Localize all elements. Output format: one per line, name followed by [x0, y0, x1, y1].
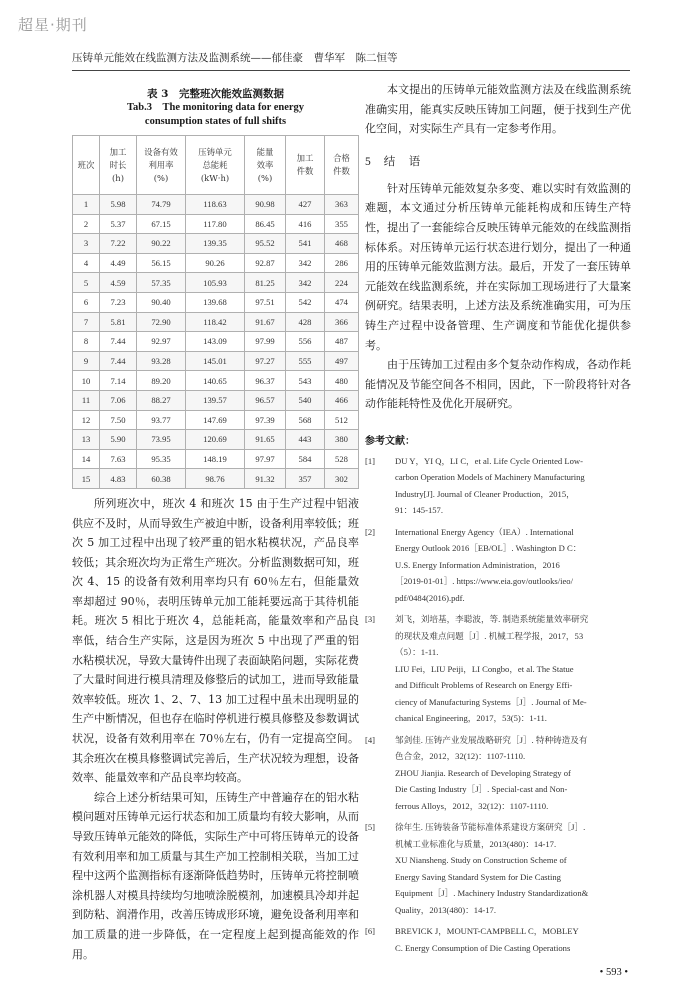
- table-title-cn: 表 3 完整班次能效监测数据: [147, 88, 284, 100]
- table-cell: 91.65: [245, 430, 286, 450]
- table-cell: 139.57: [186, 390, 245, 410]
- table-cell: 480: [325, 371, 359, 391]
- reference-text: [395, 453, 631, 519]
- reference-line: 徐年生. 压铸装备节能标准体系建设方案研究［J］.: [395, 822, 586, 833]
- reference-index: [4]: [365, 734, 376, 745]
- table-cell: 416: [286, 214, 325, 234]
- reference-line: 91：145-157.: [395, 505, 443, 516]
- reference-line: DU Y，YI Q，LI C，et al. Life Cycle Oriented Low-: [395, 455, 583, 466]
- table-cell: 443: [286, 430, 325, 450]
- table-cell: 14: [73, 449, 100, 469]
- table-row: [73, 469, 359, 489]
- table-title-en-line2: consumption states of full shifts: [144, 116, 287, 127]
- table-title-en: [72, 101, 359, 129]
- table-cell: 145.01: [186, 351, 245, 371]
- table-cell: 57.35: [137, 273, 186, 293]
- table-cell: 474: [325, 292, 359, 312]
- reference-line: International Energy Agency（IEA）. International: [395, 526, 574, 537]
- reference-line: Industry[J]. Journal of Cleaner Production，2015，: [395, 488, 575, 499]
- table-cell: 540: [286, 390, 325, 410]
- reference-line: Quality，2013(480)：14-17.: [395, 904, 496, 915]
- table-cell: 89.20: [137, 371, 186, 391]
- table-cell: 497: [325, 351, 359, 371]
- table-cell: 7.14: [100, 371, 137, 391]
- references-list: [365, 453, 631, 957]
- reference-line: 刘飞，刘培基，李聪波，等. 制造系统能量效率研究: [395, 614, 589, 625]
- table-row: [73, 273, 359, 293]
- table-cell: 487: [325, 332, 359, 352]
- table-cell: 90.26: [186, 253, 245, 273]
- table-cell: 6: [73, 292, 100, 312]
- table-header-cell: 压铸单元 总能耗 (kW·h): [186, 136, 245, 195]
- table-cell: 468: [325, 234, 359, 254]
- reference-item: [365, 453, 631, 519]
- reference-index: [1]: [365, 455, 376, 466]
- body-paragraph: 本文提出的压铸单元能效监测方法及在线监测系统准确实用，能真实反映压铸加工问题，便于找到生产优化空间，对实际生产具有一定参考作用。: [365, 83, 631, 136]
- reference-index: [3]: [365, 614, 376, 625]
- reference-text: [395, 524, 631, 607]
- table-cell: 56.15: [137, 253, 186, 273]
- table-cell: 72.90: [137, 312, 186, 332]
- table-cell: 73.95: [137, 430, 186, 450]
- reference-line: XU Niansheng. Study on Construction Scheme of: [395, 855, 567, 866]
- reference-line: ZHOU Jianjia. Research of Developing Strategy of: [395, 767, 571, 778]
- header-rule: [72, 70, 630, 71]
- table-cell: 555: [286, 351, 325, 371]
- reference-index: [6]: [365, 926, 376, 937]
- table-cell: 542: [286, 292, 325, 312]
- table-cell: 91.67: [245, 312, 286, 332]
- monitoring-data-table: [72, 135, 359, 489]
- table-cell: 12: [73, 410, 100, 430]
- table-cell: 7.44: [100, 351, 137, 371]
- reference-line: Energy Saving Standard System for Die Casting: [395, 871, 561, 882]
- table-cell: 96.57: [245, 390, 286, 410]
- table-cell: 7.50: [100, 410, 137, 430]
- table-cell: 466: [325, 390, 359, 410]
- table-cell: 7.22: [100, 234, 137, 254]
- reference-line: ciency of Manufacturing Systems［J］. Journal of Me-: [395, 696, 587, 707]
- table-cell: 7: [73, 312, 100, 332]
- table-cell: 286: [325, 253, 359, 273]
- table-header-cell: 合格 件数: [325, 136, 359, 195]
- table-cell: 117.80: [186, 214, 245, 234]
- table-cell: 584: [286, 449, 325, 469]
- reference-line: 机械工业标准化与质量，2013(480)：14-17.: [395, 838, 557, 849]
- table-cell: 10: [73, 371, 100, 391]
- table-cell: 302: [325, 469, 359, 489]
- section-number: 5: [365, 155, 372, 168]
- table-cell: 97.51: [245, 292, 286, 312]
- table-cell: 143.09: [186, 332, 245, 352]
- reference-item: [365, 819, 631, 918]
- table-cell: 105.93: [186, 273, 245, 293]
- table-cell: 74.79: [137, 195, 186, 215]
- reference-index: [5]: [365, 822, 376, 833]
- section-title: 结 语: [383, 153, 422, 168]
- reference-line: 邹剑佳. 压铸产业发展战略研究［J］. 特种铸造及有: [395, 734, 588, 745]
- table-cell: 5.81: [100, 312, 137, 332]
- reference-line: ［2019-01-01］. https://www.eia.gov/outlooks/ieo/: [395, 576, 573, 587]
- table-cell: 120.69: [186, 430, 245, 450]
- table-cell: 5.90: [100, 430, 137, 450]
- table-cell: 95.52: [245, 234, 286, 254]
- table-header-cell: 能量 效率 (%): [245, 136, 286, 195]
- table-cell: 98.76: [186, 469, 245, 489]
- table-cell: 91.32: [245, 469, 286, 489]
- table-title-en-line1: Tab.3 The monitoring data for energy: [126, 102, 305, 113]
- table-cell: 7.44: [100, 332, 137, 352]
- table-cell: 92.97: [137, 332, 186, 352]
- table-cell: 8: [73, 332, 100, 352]
- table-cell: 1: [73, 195, 100, 215]
- table-cell: 90.40: [137, 292, 186, 312]
- table-cell: 380: [325, 430, 359, 450]
- reference-line: 色合金，2012，32(12)：1107-1110.: [395, 751, 526, 762]
- table-cell: 13: [73, 430, 100, 450]
- reference-line: LIU Fei，LIU Peiji，LI Congbo，et al. The Statue: [395, 663, 574, 674]
- table-row: [73, 195, 359, 215]
- reference-text: [395, 923, 631, 956]
- table-cell: 3: [73, 234, 100, 254]
- table-row: [73, 292, 359, 312]
- table-cell: 140.65: [186, 371, 245, 391]
- table-cell: 11: [73, 390, 100, 410]
- table-cell: 541: [286, 234, 325, 254]
- table-cell: 86.45: [245, 214, 286, 234]
- table-cell: 512: [325, 410, 359, 430]
- table-cell: 543: [286, 371, 325, 391]
- reference-item: [365, 524, 631, 607]
- table-row: [73, 430, 359, 450]
- table-cell: 357: [286, 469, 325, 489]
- table-cell: 7.63: [100, 449, 137, 469]
- table-cell: 96.37: [245, 371, 286, 391]
- reference-line: Equipment［J］. Machinery Industry Standardization&: [395, 888, 589, 899]
- table-cell: 9: [73, 351, 100, 371]
- table-cell: 97.99: [245, 332, 286, 352]
- references-title: 参考文献：: [365, 435, 415, 447]
- reference-line: C. Energy Consumption of Die Casting Operations: [395, 942, 571, 953]
- table-cell: 88.27: [137, 390, 186, 410]
- table-cell: 224: [325, 273, 359, 293]
- reference-index: [2]: [365, 526, 376, 537]
- table-row: [73, 449, 359, 469]
- table-row: [73, 332, 359, 352]
- table-cell: 363: [325, 195, 359, 215]
- reference-line: Die Casting Industry［J］. Special-cast and Non-: [395, 784, 568, 795]
- table-cell: 15: [73, 469, 100, 489]
- table-cell: 4: [73, 253, 100, 273]
- table-cell: 67.15: [137, 214, 186, 234]
- table-cell: 556: [286, 332, 325, 352]
- body-paragraph: 由于压铸加工过程由多个复杂动作构成，各动作耗能情况及节能空间各不相同，因此，下一阶段将针对各动作能耗特性及优化开展研究。: [365, 358, 631, 411]
- table-row: [73, 234, 359, 254]
- table-cell: 139.68: [186, 292, 245, 312]
- table-row: [73, 410, 359, 430]
- reference-text: [395, 732, 631, 815]
- table-cell: 4.59: [100, 273, 137, 293]
- table-cell: 568: [286, 410, 325, 430]
- table-cell: 97.97: [245, 449, 286, 469]
- section-heading: [365, 153, 631, 169]
- table-cell: 355: [325, 214, 359, 234]
- reference-line: 的现状及难点问题［J］. 机械工程学报，2017，53: [395, 630, 584, 641]
- reference-item: [365, 732, 631, 815]
- table-cell: 4.49: [100, 253, 137, 273]
- table-header-cell: 加工 时长 (h): [100, 136, 137, 195]
- reference-line: Energy Outlook 2016［EB/OL］. Washington D C：: [395, 543, 582, 554]
- reference-line: BREVICK J，MOUNT-CAMPBELL C，MOBLEY: [395, 926, 579, 937]
- table-cell: 366: [325, 312, 359, 332]
- table-cell: 97.39: [245, 410, 286, 430]
- table-cell: 5.98: [100, 195, 137, 215]
- table-cell: 427: [286, 195, 325, 215]
- table-cell: 81.25: [245, 273, 286, 293]
- table-cell: 139.35: [186, 234, 245, 254]
- table-row: [73, 214, 359, 234]
- left-column: [72, 80, 359, 964]
- table-cell: 97.27: [245, 351, 286, 371]
- table-cell: 5: [73, 273, 100, 293]
- table-cell: 428: [286, 312, 325, 332]
- running-head: 压铸单元能效在线监测方法及监测系统——郁佳豪 曹华军 陈二恒等: [72, 52, 398, 64]
- right-column: [365, 80, 631, 961]
- reference-item: [365, 611, 631, 727]
- table-row: [73, 253, 359, 273]
- reference-line: pdf/0484(2016).pdf.: [395, 592, 465, 603]
- reference-line: （5）：1-11.: [395, 647, 439, 658]
- table-cell: 92.87: [245, 253, 286, 273]
- table-header-cell: 加工 件数: [286, 136, 325, 195]
- page-number: • 593 •: [599, 967, 628, 978]
- table-row: [73, 351, 359, 371]
- table-cell: 7.06: [100, 390, 137, 410]
- table-cell: 342: [286, 253, 325, 273]
- table-cell: 95.35: [137, 449, 186, 469]
- table-header-cell: 班次: [73, 136, 100, 195]
- left-body-text: [72, 494, 359, 964]
- reference-line: and Difficult Problems of Research on Energy Effi-: [395, 680, 573, 691]
- reference-line: ferrous Alloys，2012，32(12)：1107-1110.: [395, 800, 549, 811]
- table-cell: 7.23: [100, 292, 137, 312]
- reference-text: [395, 819, 631, 918]
- table-cell: 118.63: [186, 195, 245, 215]
- table-cell: 90.98: [245, 195, 286, 215]
- table-cell: 5.37: [100, 214, 137, 234]
- table-cell: 2: [73, 214, 100, 234]
- table-cell: 118.42: [186, 312, 245, 332]
- table-cell: 90.22: [137, 234, 186, 254]
- table-row: [73, 312, 359, 332]
- journal-brand-logo: 超星·期刊: [18, 16, 88, 34]
- body-paragraph: 所列班次中，班次 4 和班次 15 由于生产过程中铝液供应不及时，从而导致生产被迫中断，设备利用率较低；班次 5 加工过程中出现了较严重的铝水粘模状况，产品良率较低；其余班次均为正常生产班次。分析监测数据可知，班次 4、15 的设备有效利用率均只有 60％左右，但能量效率却超过 90％，表明压铸单元加工能耗要远高于其待机能耗。班次 5 相比于班次 4，总能耗高，能量效率和产品良率低，结合生产实际，这是因为班次 5 中出现了严重的铝水粘模状况，导致大量铸件出现了表面缺陷问题，实际花费了大量时间进行模具清理及修整后的试加工，进而导致能量效率较低。班次 1、2、7、13 加工过程中虽未出现明显的生产中断情况，但也存在临时停机进行模具修整及参数调试状况，设备有效利用率在 70％左右，仍有一定提高空间。其余班次在模具修整调试完善后，生产状况较为理想，设备效率、能量效率和产品良率均较高。: [72, 496, 359, 785]
- reference-item: [365, 923, 631, 956]
- reference-line: chanical Engineering，2017，53(5)：1-11.: [395, 713, 547, 724]
- body-paragraph: 针对压铸单元能效复杂多变、难以实时有效监测的难题，本文通过分析压铸单元能耗构成和压铸生产特性，提出了一套能综合反映压铸单元能效的在线监测指标体系。对压铸单元运行状态进行划分，提出了一种通用的压铸单元能效监测方法。最后，开发了一套压铸单元能效在线监测系统，并在实际加工现场进行了大量案例研究。结果表明，上述方法及系统准确实用，可为压铸生产过程中设备管理、生产调度和节能优化提供参考。: [365, 181, 631, 352]
- table-row: [73, 371, 359, 391]
- table-row: [73, 390, 359, 410]
- reference-line: carbon Operation Models of Machinery Manufacturing: [395, 472, 585, 483]
- table-cell: 4.83: [100, 469, 137, 489]
- table-cell: 342: [286, 273, 325, 293]
- table-header-cell: 设备有效 利用率 (%): [137, 136, 186, 195]
- table-cell: 148.19: [186, 449, 245, 469]
- reference-text: [395, 611, 631, 727]
- table-cell: 147.69: [186, 410, 245, 430]
- table-cell: 93.77: [137, 410, 186, 430]
- body-paragraph: 综合上述分析结果可知，压铸生产中普遍存在的铝水粘模问题对压铸单元运行状态和加工质量均有较大影响，从而导致压铸单元能效的降低，实际生产中可将压铸单元的设备有效利用率和加工质量与其生产加工控制相关联，当加工过程中这两个监测指标有逐渐降低趋势时，压铸单元将控制喷涂机器人对模具持续均匀地喷涂脱模剂，加速模具冷却并起到防粘、润滑作用，改善压铸成形环境，避免设备利用率和加工质量的进一步降低，在一定程度上起到提高能效的作用。: [72, 790, 359, 961]
- table-cell: 93.28: [137, 351, 186, 371]
- reference-line: U.S. Energy Information Administration，2016: [395, 559, 560, 570]
- table-cell: 528: [325, 449, 359, 469]
- table-cell: 60.38: [137, 469, 186, 489]
